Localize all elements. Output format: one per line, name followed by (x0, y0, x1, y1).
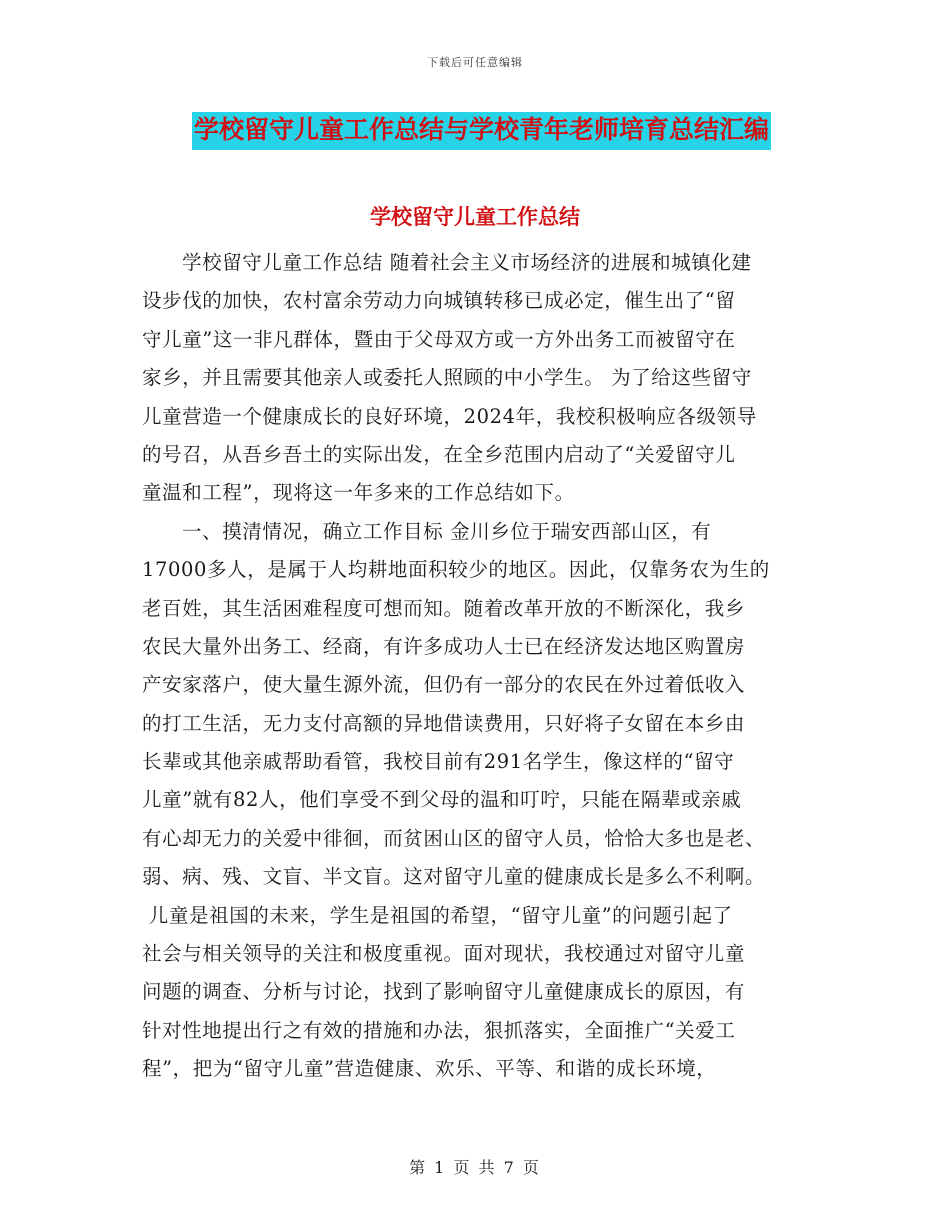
body-line: 的打工生活，无力支付高额的异地借读费用，只好将子女留在本乡由 (142, 711, 746, 735)
body-line: 儿童”就有82人，他们享受不到父母的温和叮咛，只能在隔辈或亲戚 (142, 788, 742, 812)
body-line: 家乡，并且需要其他亲人或委托人照顾的中小学生。 为了给这些留守 (142, 366, 752, 390)
body-line: 弱、病、残、文盲、半文盲。这对留守儿童的健康成长是多么不利啊。 (142, 865, 766, 889)
body-line: 设步伐的加快，农村富余劳动力向城镇转移已成必定，催生出了“留 (142, 289, 736, 313)
body-line: 产安家落户，使大量生源外流，但仍有一部分的农民在外过着低收入 (142, 673, 746, 697)
body-line: 的号召，从吾乡吾土的实际出发，在全乡范围内启动了“关爱留守儿 (142, 442, 736, 466)
body-line: 学校留守儿童工作总结 随着社会主义市场经济的进展和城镇化建 (182, 251, 752, 274)
body-line: 童温和工程”，现将这一年多来的工作总结如下。 (142, 481, 575, 505)
body-line: 农民大量外出务工、经商，有许多成功人士已在经济发达地区购置房 (142, 634, 746, 658)
body-line: 社会与相关领导的关注和极度重视。面对现状，我校通过对留守儿童 (142, 942, 746, 966)
body-line: 程”，把为“留守儿童”营造健康、欢乐、平等、和谐的成长环境， (142, 1057, 717, 1081)
body-line: 老百姓，其生活困难程度可想而知。随着改革开放的不断深化，我乡 (142, 596, 746, 620)
body-line: 有心却无力的关爱中徘徊，而贫困山区的留守人员，恰恰大多也是老、 (142, 826, 766, 850)
body-line: 儿童是祖国的未来，学生是祖国的希望，“留守儿童”的问题引起了 (142, 903, 733, 927)
main-title: 学校留守儿童工作总结与学校青年老师培育总结汇编 (192, 112, 771, 150)
body-line: 长辈或其他亲戚帮助看管，我校目前有291名学生，像这样的“留守 (142, 750, 735, 774)
page-number: 第 1 页 共 7 页 (409, 1158, 541, 1177)
section-title: 学校留守儿童工作总结 (370, 205, 580, 229)
body-line: 一、摸清情况，确立工作目标 金川乡位于瑞安西部山区，有 (182, 519, 712, 543)
document-body (142, 244, 802, 1089)
body-line: 问题的调查、分析与讨论，找到了影响留守儿童健康成长的原因，有 (142, 980, 746, 1004)
body-line: 17000多人，是属于人均耕地面积较少的地区。因此，仅靠务农为生的 (142, 558, 770, 582)
body-line: 儿童营造一个健康成长的良好环境，2024年，我校积极响应各级领导 (142, 404, 757, 428)
header-note: 下载后可任意编辑 (427, 56, 523, 69)
body-line: 针对性地提出行之有效的措施和办法，狠抓落实，全面推广“关爱工 (142, 1018, 736, 1042)
body-line: 守儿童”这一非凡群体，暨由于父母双方或一方外出务工而被留守在 (142, 327, 736, 351)
